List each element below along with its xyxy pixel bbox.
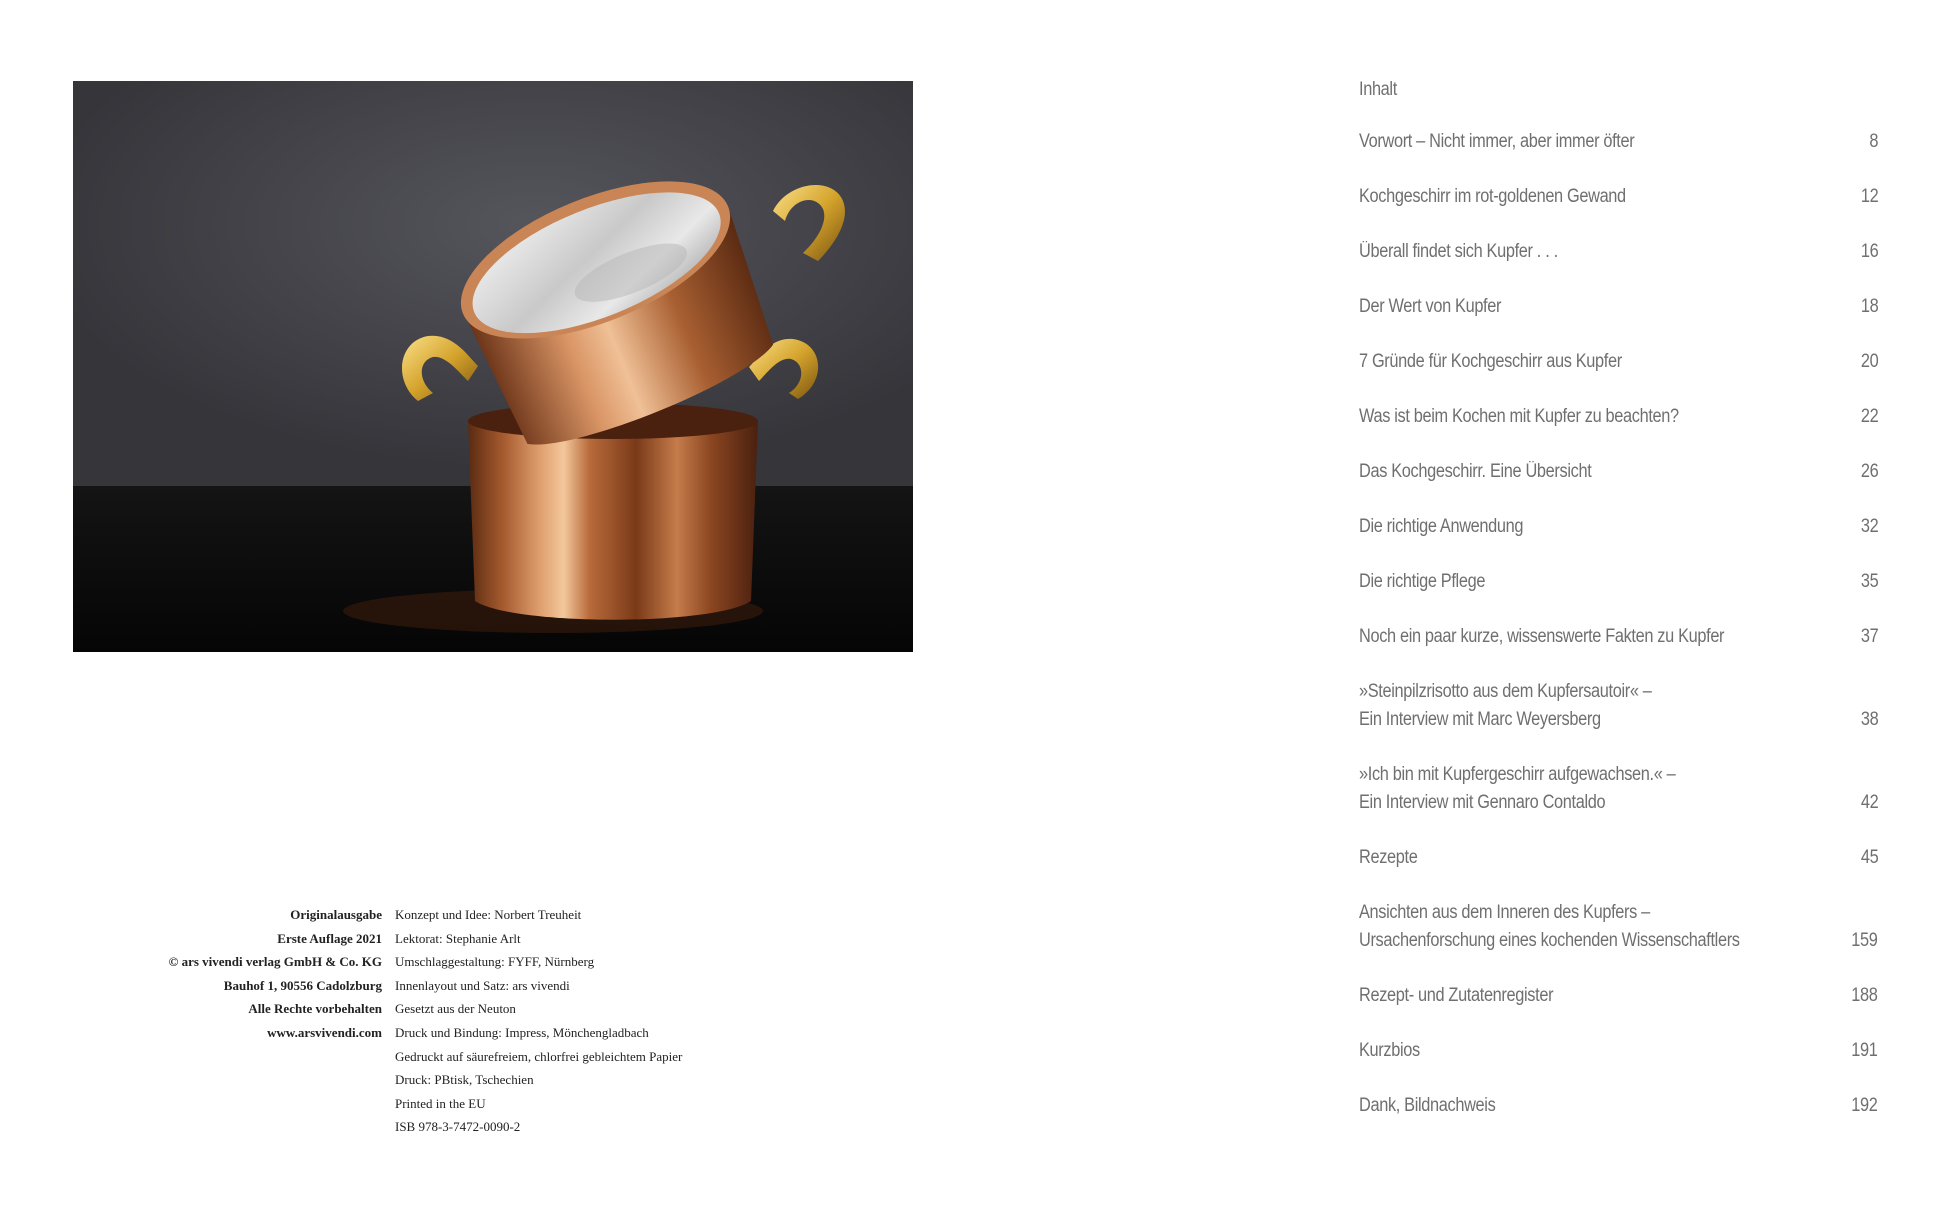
toc-entry (1359, 761, 1878, 817)
toc-entry-page-number: 8 (1869, 131, 1878, 152)
toc-entry-title-line: Was ist beim Kochen mit Kupfer zu beachten? (1359, 406, 1679, 427)
toc-entry-page-number: 159 (1851, 930, 1878, 951)
toc-entry (1359, 1037, 1878, 1065)
toc-entry-title-line: Dank, Bildnachweis (1359, 1095, 1496, 1116)
toc-entry-page-number: 12 (1860, 186, 1878, 207)
toc-entry-title (1359, 183, 1878, 211)
toc-entry-title (1359, 982, 1878, 1010)
toc-heading: Inhalt (1359, 79, 1397, 100)
toc-entry-page-number: 26 (1860, 461, 1878, 482)
imprint-line: Originalausgabe (290, 907, 382, 922)
toc-entry (1359, 1092, 1878, 1120)
toc-entry-title-line: Der Wert von Kupfer (1359, 296, 1502, 317)
toc-entry-page-number: 22 (1860, 406, 1878, 427)
toc-entry-title (1359, 1092, 1878, 1120)
toc-entry-title-line: Ein Interview mit Marc Weyersberg (1359, 709, 1601, 730)
toc-entry-title-line: Vorwort – Nicht immer, aber immer öfter (1359, 131, 1635, 152)
imprint-website: www.arsvivendi.com (267, 1024, 382, 1040)
toc-entry-page-number: 37 (1860, 626, 1878, 647)
toc-entry-title (1359, 623, 1878, 651)
toc-entry (1359, 513, 1878, 541)
toc-entry (1359, 844, 1878, 872)
toc-entry-page-number: 38 (1860, 709, 1878, 730)
toc-entry-title (1359, 238, 1878, 266)
toc-entry-title-line: Die richtige Anwendung (1359, 516, 1524, 537)
copper-pots-illustration (73, 81, 913, 652)
toc-entry-page-number: 20 (1860, 351, 1878, 372)
toc-entry-title (1359, 513, 1878, 541)
toc-entry-page-number: 32 (1860, 516, 1878, 537)
toc-entry-title (1359, 293, 1878, 321)
toc-entry-page-number: 42 (1860, 792, 1878, 813)
credit-line: Druck: PBtisk, Tschechien (395, 1072, 534, 1088)
toc-entry-title (1359, 761, 1878, 817)
toc-entry-page-number: 35 (1860, 571, 1878, 592)
credit-line: Gesetzt aus der Neuton (395, 1001, 516, 1017)
imprint-line: © ars vivendi verlag GmbH & Co. KG (168, 954, 382, 970)
toc-entry-title-line: Die richtige Pflege (1359, 571, 1486, 592)
toc-entry-title (1359, 568, 1878, 596)
credit-line: Innenlayout und Satz: ars vivendi (395, 977, 570, 993)
credit-line: Druck und Bindung: Impress, Mönchengladbach (395, 1024, 649, 1040)
table-of-contents (1359, 70, 1878, 1120)
toc-entry-title (1359, 403, 1878, 431)
imprint-line: Alle Rechte vorbehalten (248, 1001, 382, 1017)
toc-entry (1359, 568, 1878, 596)
toc-entry-page-number: 191 (1851, 1040, 1878, 1061)
toc-entry-title-line: Rezept- und Zutatenregister (1359, 985, 1554, 1006)
credit-line: Lektorat: Stephanie Arlt (395, 930, 521, 946)
toc-entry-page-number: 45 (1860, 847, 1878, 868)
toc-entry-title-line: »Ich bin mit Kupfergeschirr aufgewachsen.« – (1359, 764, 1676, 785)
copper-pots-photo (73, 81, 913, 652)
toc-entry-title (1359, 128, 1878, 156)
imprint-line: Erste Auflage 2021 (277, 930, 382, 946)
toc-entry-title-line: Ursachenforschung eines kochenden Wissenschaftlers (1359, 930, 1740, 951)
toc-entry-title-line: Rezepte (1359, 847, 1418, 868)
toc-entry-title (1359, 1037, 1878, 1065)
toc-entry-title (1359, 458, 1878, 486)
toc-entry-title-line: 7 Gründe für Kochgeschirr aus Kupfer (1359, 351, 1622, 372)
toc-entry (1359, 403, 1878, 431)
toc-entry (1359, 293, 1878, 321)
toc-entry-title (1359, 678, 1878, 734)
toc-entry-title-line: Das Kochgeschirr. Eine Übersicht (1359, 461, 1592, 482)
credit-line: Konzept und Idee: Norbert Treuheit (395, 907, 582, 922)
isbn-line: ISB 978-3-7472-0090-2 (395, 1119, 521, 1135)
toc-entry (1359, 678, 1878, 734)
toc-entry (1359, 899, 1878, 955)
toc-entry-title (1359, 348, 1878, 376)
toc-entry-title-line: Ansichten aus dem Inneren des Kupfers – (1359, 902, 1650, 923)
toc-entry-page-number: 18 (1860, 296, 1878, 317)
toc-entries (1359, 128, 1878, 1120)
imprint-publisher-column (169, 903, 382, 1045)
toc-entry-title (1359, 899, 1878, 955)
toc-entry (1359, 238, 1878, 266)
imprint-line: Bauhof 1, 90556 Cadolzburg (223, 977, 382, 993)
toc-entry (1359, 348, 1878, 376)
toc-entry-page-number: 192 (1851, 1095, 1878, 1116)
credit-line: Printed in the EU (395, 1095, 486, 1111)
toc-entry-title-line: Kochgeschirr im rot-goldenen Gewand (1359, 186, 1626, 207)
toc-entry (1359, 128, 1878, 156)
toc-entry-title-line: Überall findet sich Kupfer . . . (1359, 241, 1558, 262)
toc-entry-title-line: Kurzbios (1359, 1040, 1420, 1061)
imprint-credits-column (395, 903, 682, 1139)
toc-entry (1359, 458, 1878, 486)
toc-entry-title-line: Noch ein paar kurze, wissenswerte Fakten zu Kupfer (1359, 626, 1725, 647)
credit-line: Umschlaggestaltung: FYFF, Nürnberg (395, 954, 595, 970)
toc-entry-page-number: 16 (1860, 241, 1878, 262)
credit-line: Gedruckt auf säurefreiem, chlorfrei gebleichtem Papier (395, 1048, 683, 1064)
toc-entry-title (1359, 844, 1878, 872)
toc-entry (1359, 183, 1878, 211)
toc-entry-page-number: 188 (1851, 985, 1878, 1006)
toc-entry (1359, 982, 1878, 1010)
toc-entry-title-line: »Steinpilzrisotto aus dem Kupfersautoir« – (1359, 681, 1652, 702)
toc-entry (1359, 623, 1878, 651)
toc-entry-title-line: Ein Interview mit Gennaro Contaldo (1359, 792, 1606, 813)
